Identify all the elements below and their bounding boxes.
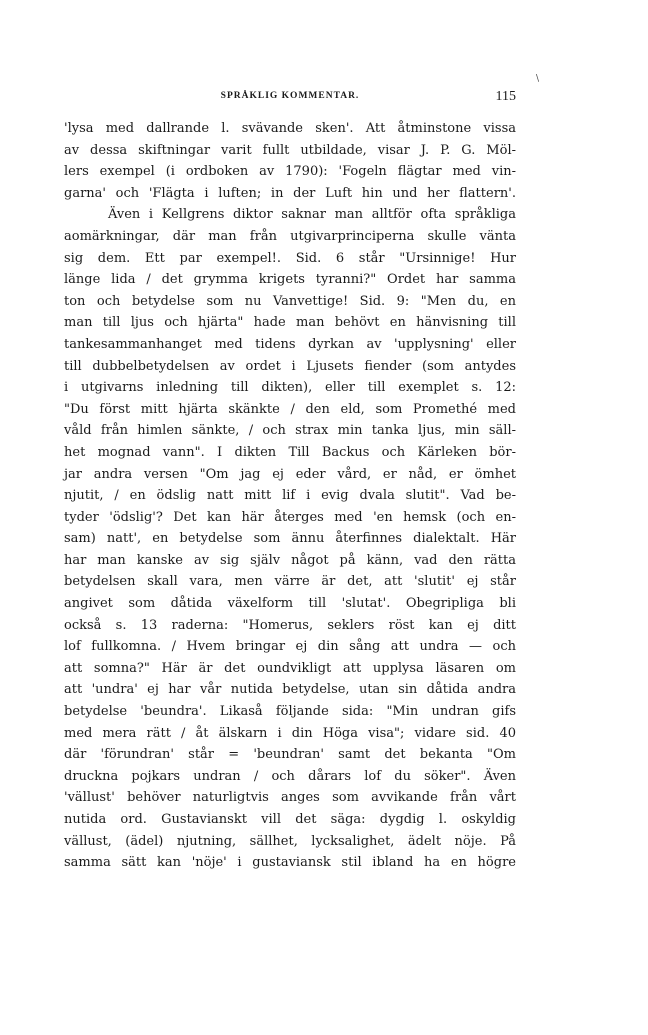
body-text <box>64 118 516 874</box>
text-line: aomärkningar, där man från utgivarprinciperna skulle vänta <box>64 228 516 244</box>
text-line: ton och betydelse som nu Vanvettige! Sid. 9: "Men du, en <box>64 293 516 309</box>
text-line: att somna?" Här är det oundvikligt att upplysa läsaren om <box>64 660 516 676</box>
text-line: betydelsen skall vara, men värre är det, att 'slutit' ej står <box>64 574 516 590</box>
text-line: nutida ord. Gustavianskt vill det säga: dygdig l. oskyldig <box>64 812 516 827</box>
text-line: 'vällust' behöver naturligtvis anges som avvikande från vårt <box>64 790 516 806</box>
text-line: druckna pojkars undran / och dårars lof du söker". Även <box>64 768 516 784</box>
text-line: tyder 'ödslig'? Det kan här återges med 'en hemsk (och en- <box>64 509 516 525</box>
text-line: vällust, (ädel) njutning, sällhet, lycksalighet, ädelt nöje. På <box>64 833 516 849</box>
text-line: lof fullkomna. / Hvem bringar ej din sång att undra — och <box>64 639 516 655</box>
margin-mark: \ <box>536 74 540 84</box>
text-line: har man kanske av sig själv något på känn, vad den rätta <box>64 552 516 568</box>
text-line: garna' och 'Flägta i luften; in der Luft hin und her flattern'. <box>64 185 516 201</box>
text-line: där 'förundran' står = 'beundran' samt det bekanta "Om <box>64 747 516 763</box>
text-line: 'lysa med dallrande l. svävande sken'. Att åtminstone vissa <box>64 121 516 136</box>
running-head: SPRÅKLIG KOMMENTAR. <box>220 91 360 101</box>
text-line: lers exempel (i ordboken av 1790): 'Fogeln flägtar med vin- <box>64 164 516 180</box>
text-line: jar andra versen "Om jag ej eder vård, er nåd, er ömhet <box>64 466 516 482</box>
text-line: njutit, / en ödslig natt mitt lif i evig dvala slutit". Vad be- <box>64 488 516 504</box>
text-line: till dubbelbetydelsen av ordet i Ljusets fiender (som antydes <box>64 358 516 374</box>
text-line: "Du först mitt hjärta skänkte / den eld, som Promethé med <box>64 401 516 417</box>
text-line: länge lida / det grymma krigets tyranni?" Ordet har samma <box>64 272 516 288</box>
page-header <box>64 91 516 111</box>
text-line: våld från himlen sänkte, / och strax min tanka ljus, min säll- <box>64 423 516 439</box>
text-line: sig dem. Ett par exempel!. Sid. 6 står "Ursinnige! Hur <box>64 250 516 266</box>
text-line: Även i Kellgrens diktor saknar man alltför ofta språkliga <box>108 207 516 223</box>
text-line: av dessa skiftningar varit fullt utbildade, visar J. P. G. Möl- <box>64 142 516 158</box>
text-line: med mera rätt / åt älskarn i din Höga visa"; vidare sid. 40 <box>64 725 516 741</box>
text-line: i utgivarns inledning till dikten), eller till exemplet s. 12: <box>64 380 516 396</box>
text-line: het mognad vann". I dikten Till Backus och Kärleken bör- <box>64 444 516 460</box>
text-line: också s. 13 raderna: "Homerus, seklers röst kan ej ditt <box>64 617 516 633</box>
page-number: 115 <box>495 89 516 104</box>
text-line: angivet som dåtida växelform till 'slutat'. Obegripliga bli <box>64 596 516 612</box>
text-line: samma sätt kan 'nöje' i gustaviansk stil ibland ha en högre <box>64 855 516 871</box>
text-line: man till ljus och hjärta" hade man behövt en hänvisning till <box>64 315 516 331</box>
text-line: betydelse 'beundra'. Likaså följande sida: "Min undran gifs <box>64 704 516 720</box>
text-line: tankesammanhanget med tidens dyrkan av 'upplysning' eller <box>64 336 516 352</box>
text-line: sam) natt', en betydelse som ännu återfinnes dialektalt. Här <box>64 531 516 547</box>
text-line: att 'undra' ej har vår nutida betydelse, utan sin dåtida andra <box>64 682 516 698</box>
